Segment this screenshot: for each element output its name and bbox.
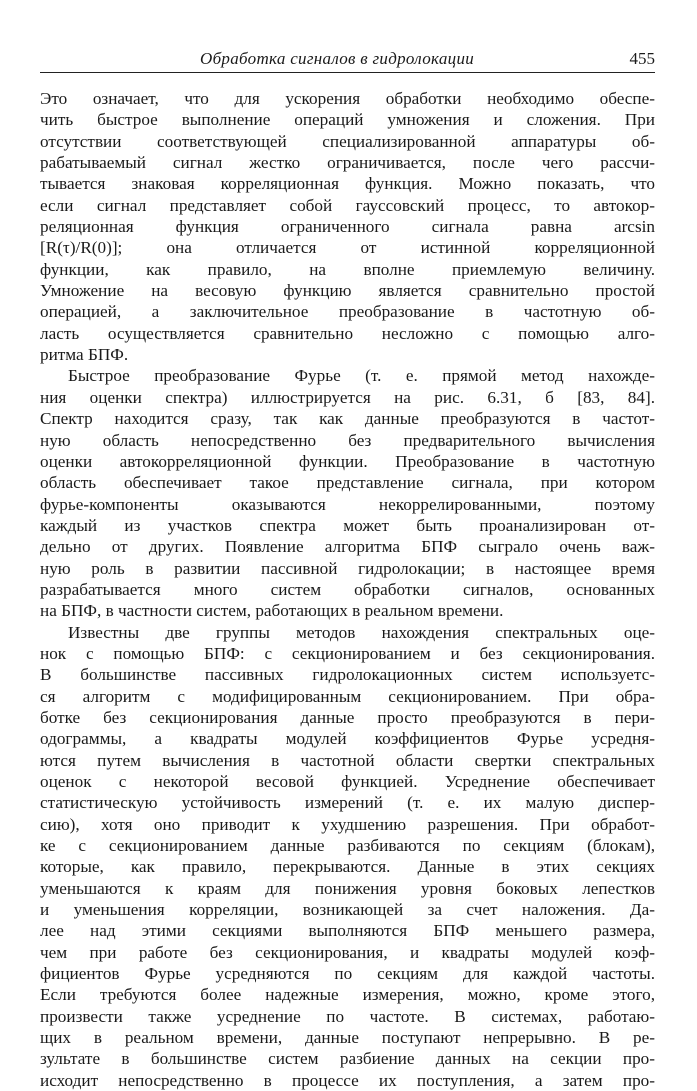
- text-line: статистическую устойчивость измерений (т. е. их малую диспер-: [40, 793, 655, 813]
- text-line: Известны две группы методов нахождения спектральных оце-: [68, 622, 655, 642]
- page-number: 455: [629, 49, 655, 68]
- text-line: отсутствии соответствующей специализированной аппаратуры об-: [40, 131, 655, 151]
- text-line: ке с секционированием данные разбиваются по секциям (блокам),: [40, 836, 655, 856]
- text-line: операцией, а заключительное преобразование в частотную об-: [40, 302, 655, 322]
- text-line: ласть осуществляется сравнительно несложно с помощью алго-: [40, 323, 655, 343]
- text-line: [R(τ)/R(0)]; она отличается от истинной корреляционной: [40, 238, 655, 258]
- text-body: [40, 88, 655, 1091]
- text-line: исходит непосредственно в процессе их поступления, а затем про-: [40, 1070, 655, 1090]
- text-line: если сигнал представляет собой гауссовский процесс, то автокор-: [40, 195, 655, 215]
- text-line: область обеспечивает такое представление сигнала, при котором: [40, 473, 655, 493]
- text-line: лее над этими секциями выполняются БПФ меньшего размера,: [40, 921, 655, 941]
- text-line: зультате в большинстве систем разбиение данных на секции про-: [40, 1049, 655, 1069]
- text-line: ния оценки спектра) иллюстрируется на рис. 6.31, б [83, 84].: [40, 387, 655, 407]
- text-line: уменьшаются к краям для понижения уровня боковых лепестков: [40, 878, 655, 898]
- text-line: нок с помощью БПФ: с секционированием и без секционирования.: [40, 643, 655, 663]
- text-line: сию), хотя оно приводит к ухудшению разрешения. При обработ-: [40, 814, 655, 834]
- running-head: [40, 48, 655, 73]
- text-line: которые, как правило, перекрываются. Данные в этих секциях: [40, 857, 655, 877]
- text-line: Быстрое преобразование Фурье (т. е. прямой метод нахожде-: [68, 366, 655, 386]
- text-line: фициентов Фурье усредняются по секциям для каждой частоты.: [40, 964, 655, 984]
- text-line: дельно от других. Появление алгоритма БПФ сыграло очень важ-: [40, 537, 655, 557]
- text-line: ются путем вычисления в частотной области свертки спектральных: [40, 750, 655, 770]
- text-line: рабатываемый сигнал жестко ограничивается, после чего рассчи-: [40, 153, 655, 173]
- text-line: ритма БПФ.: [40, 345, 129, 365]
- text-line: фурье-компоненты оказываются некоррелированными, поэтому: [40, 494, 655, 514]
- text-line: чем при работе без секционирования, и квадраты модулей коэф-: [40, 942, 655, 962]
- text-line: на БПФ, в частности систем, работающих в реальном времени.: [40, 601, 504, 621]
- paragraph-2: [40, 365, 655, 621]
- paragraph-1: [40, 88, 655, 365]
- text-line: ся алгоритм с модифицированным секционированием. При обра-: [40, 686, 655, 706]
- text-line: разрабатывается много систем обработки сигналов, основанных: [40, 579, 655, 599]
- text-line: ботке без секционирования данные просто преобразуются в пери-: [40, 707, 655, 727]
- text-line: и уменьшения корреляции, возникающей за счет наложения. Да-: [40, 900, 655, 920]
- text-line: В большинстве пассивных гидролокационных систем используетс-: [40, 665, 655, 685]
- text-line: тывается знаковая корреляционная функция. Можно показать, что: [40, 174, 655, 194]
- text-line: Если требуются более надежные измерения, можно, кроме этого,: [40, 985, 655, 1005]
- text-line: Умножение на весовую функцию является сравнительно простой: [40, 281, 655, 301]
- text-line: Это означает, что для ускорения обработки необходимо обеспе-: [40, 89, 655, 108]
- text-line: ную роль в развитии пассивной гидролокации; в настоящее время: [40, 558, 655, 578]
- running-title: Обработка сигналов в гидролокации: [200, 49, 475, 68]
- text-line: каждый из участков спектра может быть проанализирован от-: [40, 515, 655, 535]
- text-line: произвести также усреднение по частоте. В системах, работаю-: [40, 1006, 655, 1026]
- text-line: оценок с некоторой весовой функцией. Усреднение обеспечивает: [40, 772, 655, 791]
- text-line: ную область непосредственно без предварительного вычисления: [40, 430, 655, 450]
- text-line: функции, как правило, на вполне приемлемую величину.: [40, 259, 655, 279]
- text-line: реляционная функция ограниченного сигнала равна arcsin: [40, 217, 655, 237]
- text-line: Спектр находится сразу, так как данные преобразуются в частот-: [40, 409, 655, 429]
- text-line: одограммы, а квадраты модулей коэффициентов Фурье усредня-: [40, 729, 655, 749]
- text-line: чить быстрое выполнение операций умножения и сложения. При: [40, 110, 655, 130]
- paragraph-3: [40, 622, 655, 1091]
- text-line: щих в реальном времени, данные поступают непрерывно. В ре-: [40, 1028, 655, 1048]
- text-line: оценки автокорреляционной функции. Преобразование в частотную: [40, 451, 655, 471]
